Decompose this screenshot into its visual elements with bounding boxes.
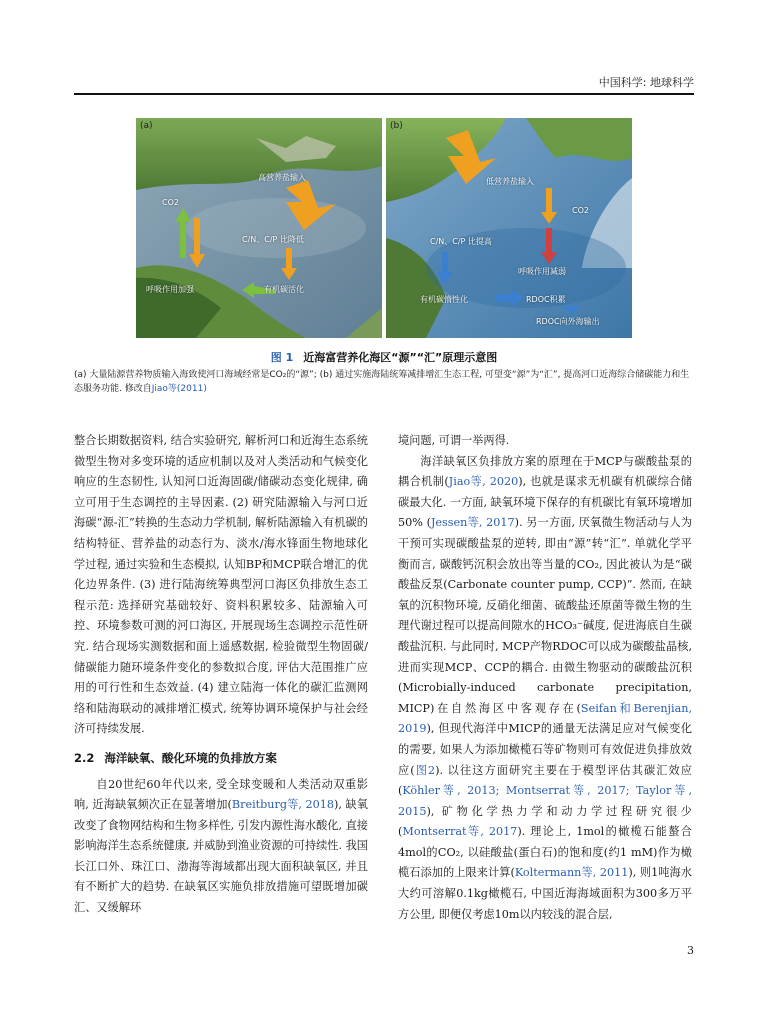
co2-down-arrow [546,188,552,214]
journal-title: 中国科学: 地球科学 [598,76,694,89]
reference-link[interactable]: Seifan和Berenjian, 2019 [398,701,692,736]
panel-a-co2-label: CO2 [162,198,179,207]
right-paragraph-1: 境问题, 可谓一举两得. [398,434,510,447]
panel-b-rdoc-out-label: RDOC向外海输出 [536,317,600,326]
figure-number: 图 1 [270,351,294,364]
left-column [74,431,368,919]
panel-b-illustration [386,118,632,338]
figure-reference-link[interactable]: 图2 [414,763,436,777]
panel-a-illustration [136,118,382,338]
panel-b-rdoc-label: RDOC积累 [526,295,566,304]
figure-panel-b [386,118,632,338]
panel-b-cnp-label: C/N、C/P 比提高 [430,237,492,246]
section-title: 海洋缺氧、酸化环境的负排放方案 [104,750,277,765]
panel-a-cnp-label: C/N、C/P 比降低 [242,235,304,244]
figure-title [0,349,768,365]
right-paragraph-2: 海洋缺氧区负排放方案的原理在于MCP与碳酸盐泵的耦合机制(Jiao等, 2020), 也就是谋求无机碳有机碳综合储碳最大化. 一方面, 缺氧环境下保存的有机碳比有氧环境增加50% (Jessen等, 2017). 另一方面, 厌氧微生物活动与人为干预可实现碳酸盐泵的逆转, 即由“源”转“汇”. 单就化学平衡而言, 碳酸钙沉积会放出等当量的CO₂, 因此被认为是“碳酸盐反泵(Carbonate counter pump, CCP)”. 然而, 在缺氧的沉积物环境, 反硝化细菌、硫酸盐还原菌等微生物的生理代谢过程可以提高间隙水的HCO₃⁻碱度, 促进海底自生碳酸盐沉积. 与此同时, MCP产物RDOC可以成为碳酸盐晶核, 进而实现MCP、CCP的耦合. 由微生物驱动的碳酸盐沉积(Microbially-induced carbonate precipitation, MICP)在自然海区中客观存在(Seifan和Berenjian, 2019), 但现代海洋中MICP的通量无法满足应对气候变化的需要, 如果人为添加橄榄石等矿物则可有效促进负排放效应(图2). 以往这方面研究主要在于模型评估其碳汇效应(Köhler等, 2013; Montserrat等, 2017; Taylor等, 2015), 矿物化学热力学和动力学过程研究很少(Montserrat等, 2017). 理论上, 1mol的橄榄石能螯合4mol的CO₂, 以硅酸盐(蛋白石)的饱和度(约1 mM)作为橄榄石添加的上限来计算(Koltermann等, 2011), 则1吨海水大约可溶解0.1kg橄榄石, 中国近海海域面积为300多万平方公里, 即便仅考虑10m以内较浅的混合层, [398,454,693,921]
panel-b-nutrient-label: 低营养盐输入 [486,177,534,186]
panel-a-organic-label: 有机碳活化 [264,285,304,294]
figure-1 [136,118,632,338]
section-heading [74,748,368,769]
page-number: 3 [687,944,694,957]
panel-a-respiration-label: 呼吸作用加强 [146,285,194,294]
reference-link[interactable]: Jiao等, 2020 [448,475,519,489]
respiration-down-arrow [546,228,552,254]
panel-a-label: (a) [140,121,153,131]
cnp-down-arrow [442,252,448,274]
panel-b-label: (b) [390,121,403,131]
panel-b-organic-label: 有机碳惰性化 [420,295,468,304]
panel-a-nutrient-label: 高营养盐输入 [258,173,306,182]
right-column [398,431,692,925]
reference-link[interactable]: Montserrat等, 2017 [402,825,518,839]
figure-panel-a [136,118,382,338]
panel-b-respiration-label: 呼吸作用减弱 [518,267,566,276]
reference-link[interactable]: Breitburg等, 2018 [231,798,334,812]
panel-b-co2-label: CO2 [572,206,589,215]
figure-caption: (a) 大量陆源营养物质输入海致使河口海域经常是CO₂的“源”; (b) 通过实施海陆统筹减排增汇生态工程, 可望变“源”为“汇”, 提高河口近海综合储碳能力和生态服务功能. 修改自Jiao等(2011) [74,370,690,394]
reference-link[interactable]: Koltermann等, 2011 [514,866,629,880]
figure-title-text: 近海富营养化海区“源”“汇”原理示意图 [303,351,498,364]
header-rule [74,93,694,95]
co2-up-arrow [180,218,186,258]
left-paragraph-1: 整合长期数据资料, 结合实验研究, 解析河口和近海生态系统微型生物对多变环境的适应机制以及对人类活动和气候变化响应的生态韧性, 认知河口近海固碳/储碳动态变化规律, 确立可用于生态调控的主导因素. (2) 研究陆源输入与河口近海碳“源-汇”转换的生态动力学机制, 解析陆源输入有机碳的结构特征、营养盐的动态行为、淡水/海水锋面生物地球化学过程, 通过实验和生态模拟, 认知BP和MCP联合增汇的优化边界条件. (3) 进行陆海统筹典型河口海区负排放生态工程示范: 选择研究基础较好、资料积累较多、陆源输入可控、环境参数可测的河口海区, 开展现场生态调控示范性研究. 结合现场实测数据和面上遥感数据, 检验微型生物固碳/储碳能力随环境条件变化的参数拟合度, 评估大范围推广应用的可行性和生态效益. (4) 建立陆海一体化的碳汇监测网络和陆海联动的减排增汇模式, 统筹协调环境保护与社会经济可持续发展. [74,434,368,736]
reference-link[interactable]: Köhler等, 2013; Montserrat等, 2017; Taylor等, 2015 [398,784,692,818]
left-paragraph-2: 自20世纪60年代以来, 受全球变暖和人类活动双重影响, 近海缺氧频次正在显著增加(Breitburg等, 2018), 缺氧改变了食物网结构和生物多样性, 引发内源性海水酸化, 直接影响海洋生态系统健康, 并威胁到渔业资源的可持续性. 我国长江口外、珠江口、渤海等海域都出现大面积缺氧区, 并且有不断扩大的趋势. 在缺氧区实施负排放措施可望既增加碳汇、又缓解环 [74,777,368,915]
co2-down-arrow [194,218,200,258]
caption-reference-link[interactable]: Jiao等(2011) [151,384,207,394]
section-number: 2.2 [74,750,95,765]
reference-link[interactable]: Jessen等, 2017 [430,516,515,530]
cnp-down-arrow [286,248,292,270]
